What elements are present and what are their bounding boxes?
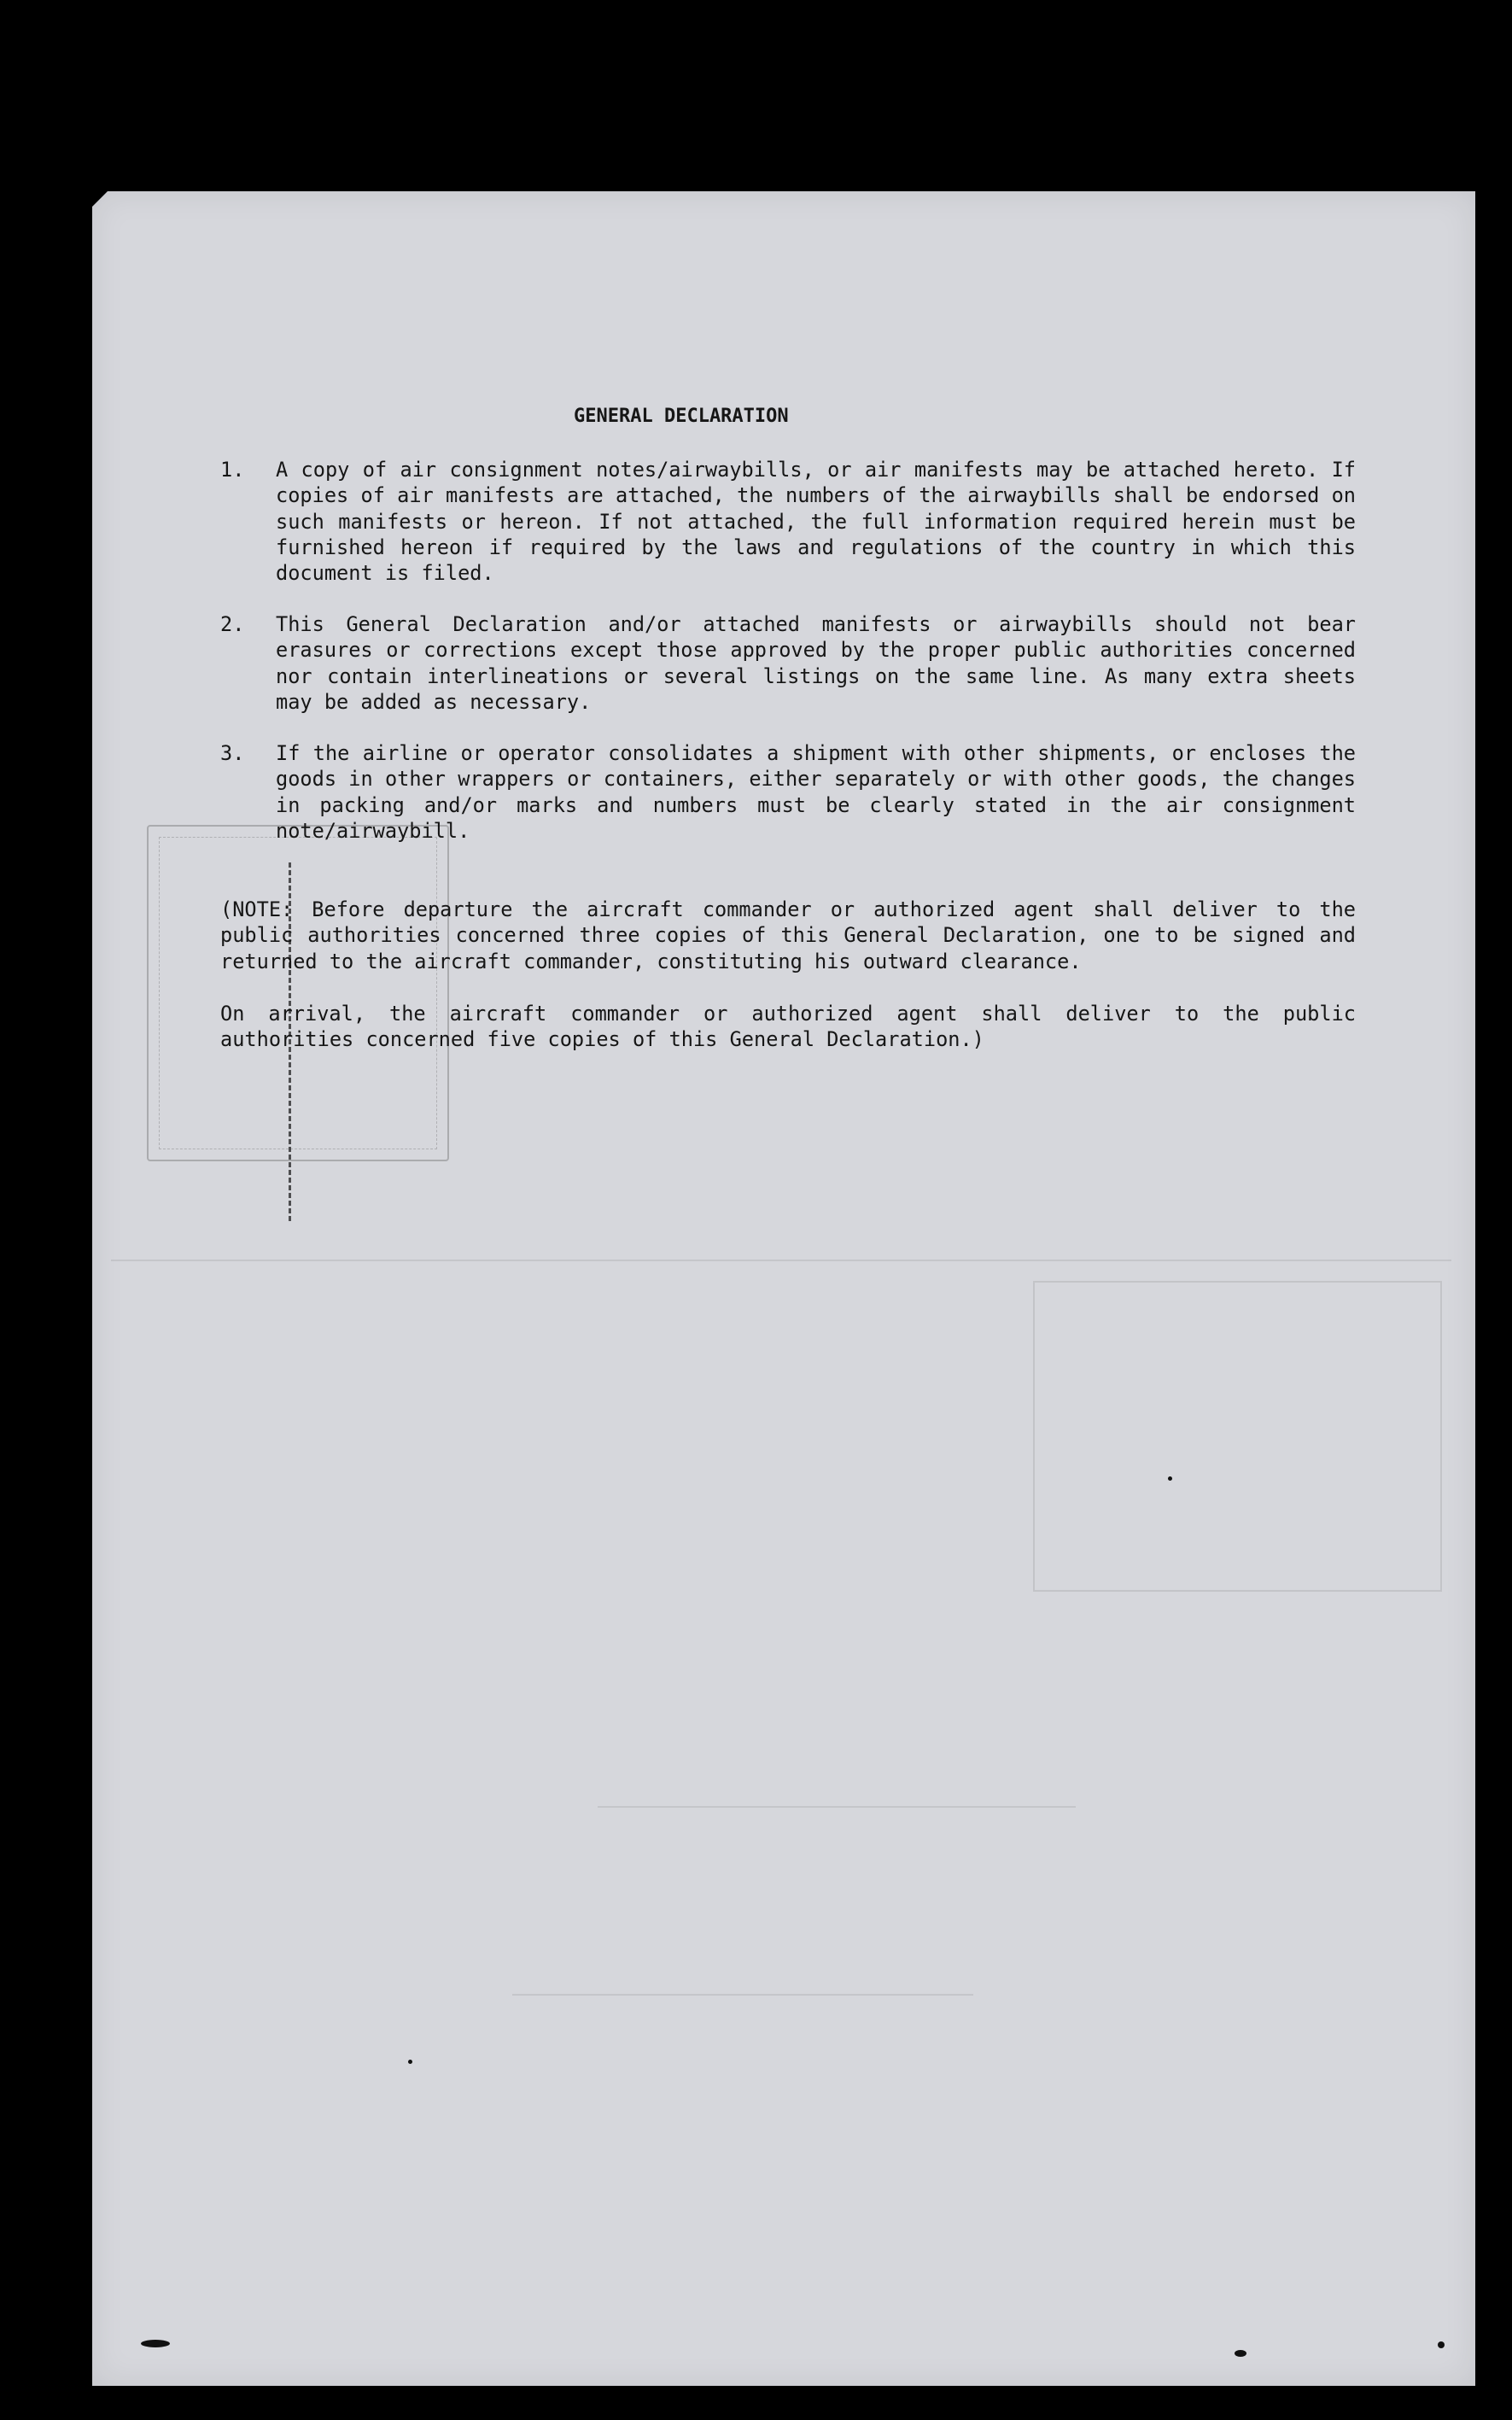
item-number: 2.: [220, 612, 245, 636]
instruction-item-1: [220, 457, 1356, 586]
scan-speck: [1438, 2341, 1445, 2348]
scan-speck: [1235, 2350, 1246, 2357]
item-text: This General Declaration and/or attached manifests or airwaybills should not bear erasures or corrections except those approved by the proper public authorities concerned nor contain interlineations or several listings on the same line. As many extra sheets may be added as necessary.: [276, 612, 1356, 714]
item-text: If the airline or operator consolidates a shipment with other shipments, or encloses the goods in other wrappers or containers, either separately or with other goods, the changes in packing and/or marks and numbers must be clearly stated in the air consignment note/airwaybill.: [276, 741, 1356, 843]
scan-speck: [141, 2340, 170, 2347]
scan-speck: [408, 2060, 412, 2064]
scan-speck: [1168, 1476, 1172, 1481]
bleed-through-line: [111, 1260, 1451, 1261]
document-title: GENERAL DECLARATION: [574, 406, 789, 427]
bleed-through-box: [1033, 1281, 1442, 1592]
instruction-item-2: [220, 611, 1356, 715]
item-number: 3.: [220, 741, 245, 765]
item-number: 1.: [220, 458, 245, 482]
note-departure: (NOTE: Before departure the aircraft commander or authorized agent shall deliver to the public authorities concerned three copies of this General Declaration, one to be signed and returned to the aircraft commander, constituting his outward clearance.: [220, 897, 1356, 973]
item-text: A copy of air consignment notes/airwaybills, or air manifests may be attached hereto. If copies of air manifests are attached, the numbers of the airwaybills shall be endorsed on such manifests or hereon. If not attached, the full information required herein must be furnished hereon if required by the laws and regulations of the country in which this document is filed.: [276, 458, 1356, 586]
instruction-item-3: [220, 740, 1356, 844]
faded-stamp: [147, 825, 449, 1161]
bleed-through-line: [512, 1994, 973, 1996]
bleed-through-line: [598, 1806, 1076, 1808]
note-arrival: On arrival, the aircraft commander or authorized agent shall deliver to the public authorities concerned five copies of this General Declaration.): [220, 1002, 1356, 1052]
